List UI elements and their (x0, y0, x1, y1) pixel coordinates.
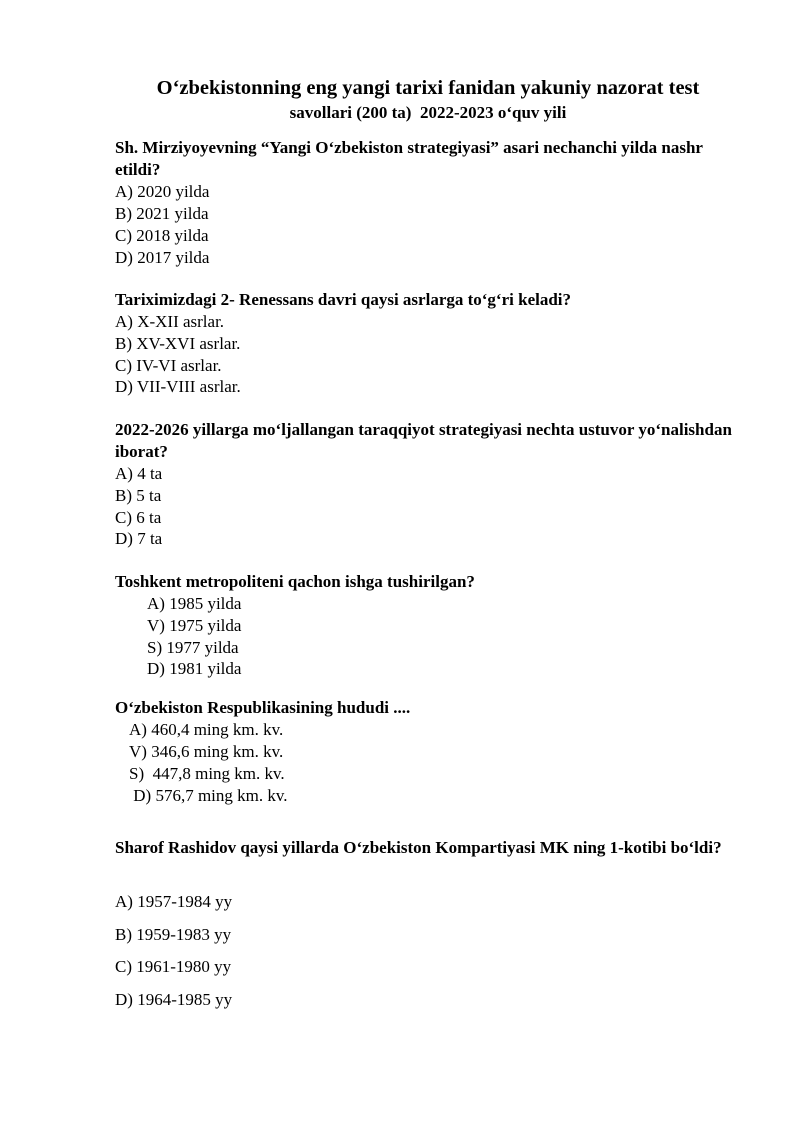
answer-option: B) 1959-1983 yy (115, 925, 232, 944)
answer-option: V) 346,6 ming km. kv. (129, 742, 284, 761)
answer-option: S) 447,8 ming km. kv. (129, 764, 285, 783)
document-title: O‘zbekistonning eng yangi tarixi fanidan yakuniy nazorat test (156, 77, 700, 99)
answer-option: A) 2020 yilda (115, 182, 210, 201)
answer-option: V) 1975 yilda (147, 616, 242, 635)
answer-option: A) X-XII asrlar. (115, 312, 225, 331)
answer-option: D) 7 ta (115, 529, 163, 548)
answer-option: D) 1964-1985 yy (115, 990, 233, 1009)
answer-option: C) 6 ta (115, 508, 162, 527)
answer-option: C) 2018 yilda (115, 226, 209, 245)
answer-option: A) 1957-1984 yy (115, 892, 233, 911)
answer-option: S) 1977 yilda (147, 638, 239, 657)
answer-option: A) 1985 yilda (147, 594, 242, 613)
answer-option: B) XV-XVI asrlar. (115, 334, 241, 353)
question-text: 2022-2026 yillarga mo‘ljallangan taraqqiyot strategiyasi nechta ustuvor yo‘nalishdan iborat? (115, 420, 732, 461)
question-text: Sh. Mirziyoyevning “Yangi O‘zbekiston strategiyasi” asari nechanchi yilda nashr etildi? (115, 138, 703, 179)
answer-option: D) 2017 yilda (115, 248, 210, 267)
answer-option: A) 4 ta (115, 464, 163, 483)
question-text: Tariximizdagi 2- Renessans davri qaysi asrlarga to‘g‘ri keladi? (115, 290, 572, 309)
answer-option: C) IV-VI asrlar. (115, 356, 222, 375)
answer-option: B) 5 ta (115, 486, 162, 505)
answer-option: C) 1961-1980 yy (115, 957, 232, 976)
question-text: Toshkent metropoliteni qachon ishga tushirilgan? (115, 572, 475, 591)
answer-option: B) 2021 yilda (115, 204, 209, 223)
answer-option: D) VII-VIII asrlar. (115, 377, 241, 396)
answer-option: A) 460,4 ming km. kv. (129, 720, 284, 739)
document-subtitle: savollari (200 ta) 2022-2023 o‘quv yili (289, 103, 567, 122)
question-text: Sharof Rashidov qaysi yillarda O‘zbekiston Kompartiyasi MK ning 1-kotibi bo‘ldi? (115, 838, 722, 857)
answer-option: D) 1981 yilda (147, 659, 242, 678)
question-text: O‘zbekiston Respublikasining hududi .... (115, 698, 411, 717)
answer-option: D) 576,7 ming km. kv. (129, 786, 288, 805)
